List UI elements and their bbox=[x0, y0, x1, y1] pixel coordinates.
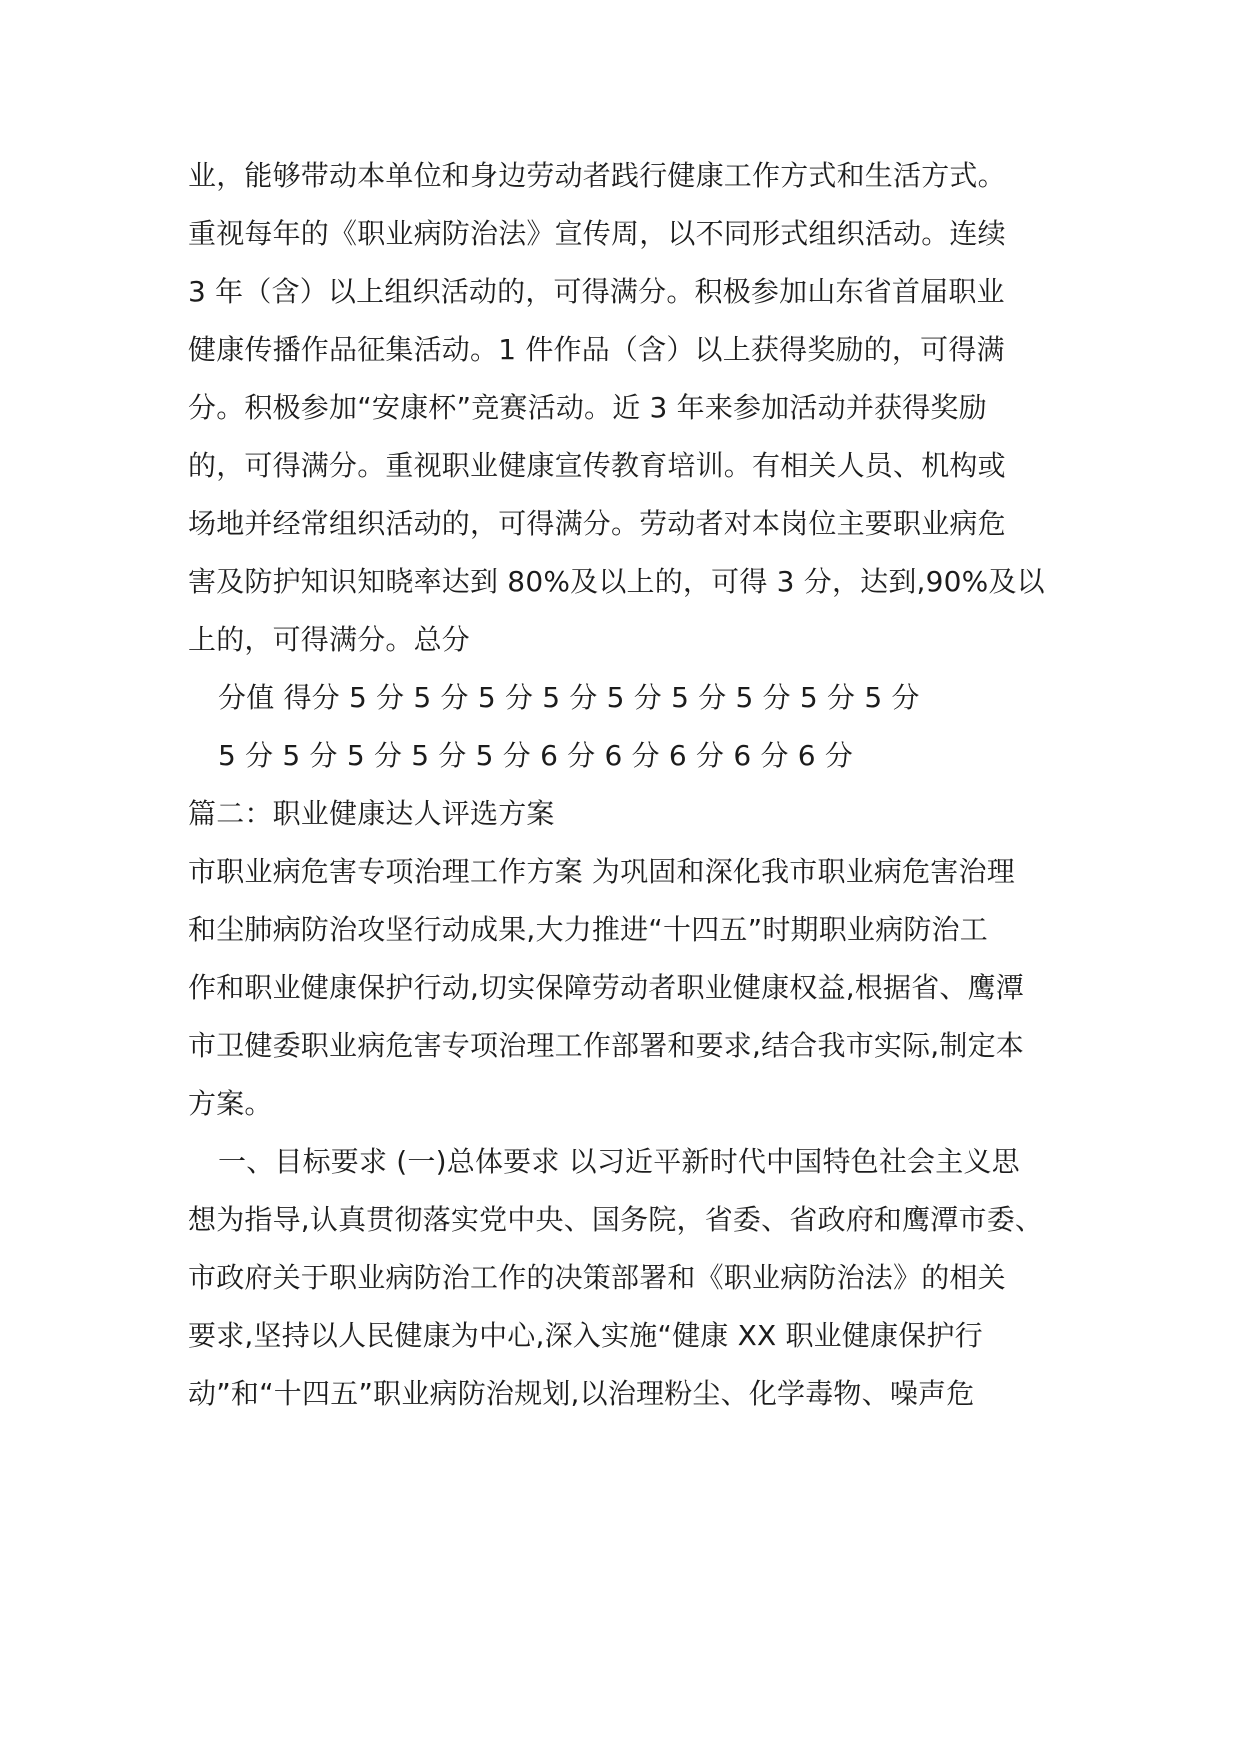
text-line: 场地并经常组织活动的，可得满分。劳动者对本岗位主要职业病危 bbox=[188, 507, 1006, 540]
text-line: 3 年（含）以上组织活动的，可得满分。积极参加山东省首届职业 bbox=[188, 275, 1005, 308]
text-line: 要求,坚持以人民健康为中心,深入实施“健康 XX 职业健康保护行 bbox=[188, 1319, 983, 1352]
section-heading: 篇二：职业健康达人评选方案 bbox=[188, 797, 555, 830]
text-line: 市卫健委职业病危害专项治理工作部署和要求,结合我市实际,制定本 bbox=[188, 1029, 1025, 1062]
text-line: 市职业病危害专项治理工作方案 为巩固和深化我市职业病危害治理 bbox=[188, 855, 1015, 888]
text-line: 动”和“十四五”职业病防治规划,以治理粉尘、化学毒物、噪声危 bbox=[188, 1377, 975, 1410]
text-line: 市政府关于职业病防治工作的决策部署和《职业病防治法》的相关 bbox=[188, 1261, 1006, 1294]
text-line: 和尘肺病防治攻坚行动成果,大力推进“十四五”时期职业病防治工 bbox=[188, 913, 988, 946]
text-line: 分。积极参加“安康杯”竞赛活动。近 3 年来参加活动并获得奖励 bbox=[188, 391, 987, 424]
text-line: 一、目标要求 (一)总体要求 以习近平新时代中国特色社会主义思 bbox=[218, 1145, 1020, 1178]
text-line: 方案。 bbox=[188, 1087, 273, 1120]
text-line: 想为指导,认真贯彻落实党中央、国务院，省委、省政府和鹰潭市委、 bbox=[188, 1203, 1044, 1236]
text-line: 的，可得满分。重视职业健康宣传教育培训。有相关人员、机构或 bbox=[188, 449, 1006, 482]
text-line: 重视每年的《职业病防治法》宣传周，以不同形式组织活动。连续 bbox=[188, 217, 1006, 250]
text-line: 健康传播作品征集活动。1 件作品（含）以上获得奖励的，可得满 bbox=[188, 333, 1005, 366]
text-line: 作和职业健康保护行动,切实保障劳动者职业健康权益,根据省、鹰潭 bbox=[188, 971, 1025, 1004]
text-line: 上的，可得满分。总分 bbox=[188, 623, 471, 656]
text-line: 害及防护知识知晓率达到 80%及以上的，可得 3 分，达到,90%及以 bbox=[188, 565, 1045, 598]
score-line: 5 分 5 分 5 分 5 分 5 分 6 分 6 分 6 分 6 分 6 分 bbox=[218, 739, 854, 772]
text-line: 业，能够带动本单位和身边劳动者践行健康工作方式和生活方式。 bbox=[188, 159, 1006, 192]
score-line: 分值 得分 5 分 5 分 5 分 5 分 5 分 5 分 5 分 5 分 5 分 bbox=[218, 681, 920, 714]
